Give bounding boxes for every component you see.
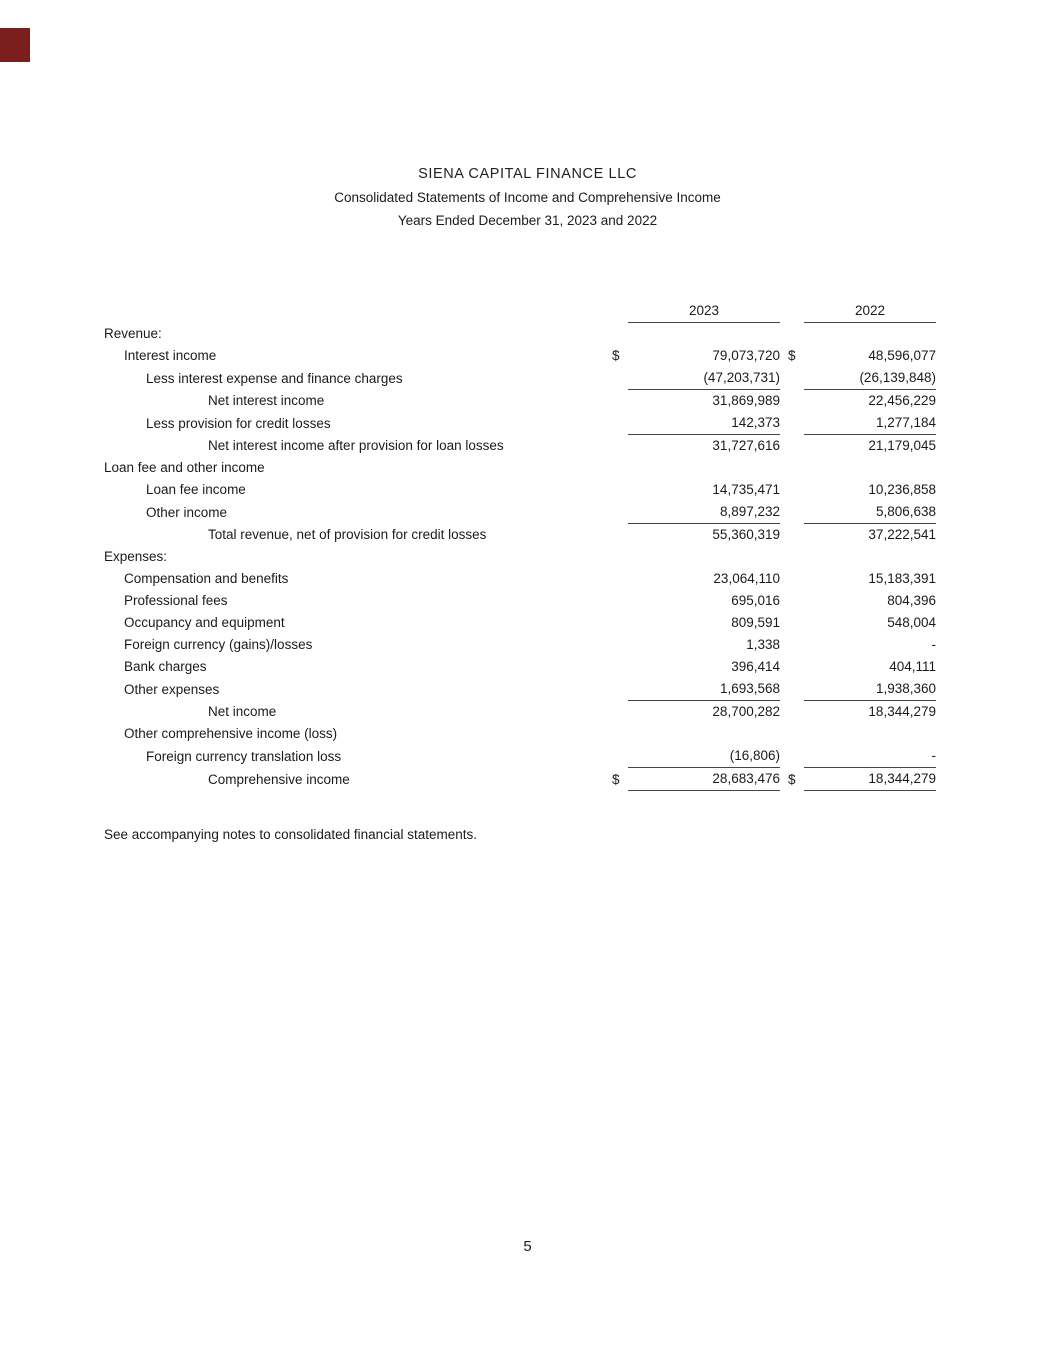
table-row <box>104 524 936 546</box>
value-2023: 8,897,232 <box>628 501 780 524</box>
value-2022: 15,183,391 <box>868 571 936 586</box>
row-label: Loan fee and other income <box>104 460 265 475</box>
table-row <box>104 634 936 656</box>
table-row <box>104 768 936 791</box>
value-2023: 809,591 <box>731 615 780 630</box>
document-subtitle-years: Years Ended December 31, 2023 and 2022 <box>397 213 658 228</box>
accompanying-notes-text: See accompanying notes to consolidated financial statements. <box>104 827 477 842</box>
table-row <box>104 723 936 745</box>
table-row <box>104 546 936 568</box>
table-body <box>104 323 936 791</box>
value-2022: (26,139,848) <box>804 367 936 390</box>
value-2023: 31,727,616 <box>712 438 780 453</box>
table-row <box>104 323 936 345</box>
value-2022: 804,396 <box>887 593 936 608</box>
value-2023: 79,073,720 <box>712 348 780 363</box>
value-2023: 14,735,471 <box>712 482 780 497</box>
value-2022: 21,179,045 <box>868 438 936 453</box>
value-2022: 18,344,279 <box>804 768 936 791</box>
document-header <box>0 0 1055 232</box>
table-row <box>104 367 936 390</box>
row-label: Foreign currency (gains)/losses <box>124 637 313 652</box>
column-header-2022: 2022 <box>804 300 936 323</box>
table-row <box>104 435 936 457</box>
income-statement-table <box>104 300 936 791</box>
value-2022: 18,344,279 <box>868 704 936 719</box>
row-label: Other income <box>146 505 228 520</box>
value-2023: 28,683,476 <box>628 768 780 791</box>
value-2022: 5,806,638 <box>804 501 936 524</box>
table-row <box>104 390 936 412</box>
table-row <box>104 479 936 501</box>
value-2023: 31,869,989 <box>712 393 780 408</box>
statement-content <box>0 300 1055 791</box>
row-label: Compensation and benefits <box>124 571 289 586</box>
corner-mark <box>0 28 30 62</box>
table-row <box>104 590 936 612</box>
document-subtitle-statement: Consolidated Statements of Income and Comprehensive Income <box>334 190 721 205</box>
value-2023: 28,700,282 <box>712 704 780 719</box>
currency-symbol-2022: $ <box>788 348 796 363</box>
row-label: Total revenue, net of provision for credit losses <box>208 527 487 542</box>
value-2023: 142,373 <box>628 412 780 435</box>
column-header-2023: 2023 <box>628 300 780 323</box>
row-label: Foreign currency translation loss <box>146 749 342 764</box>
value-2023: 695,016 <box>731 593 780 608</box>
row-label: Less interest expense and finance charges <box>146 371 403 386</box>
row-label: Revenue: <box>104 326 162 341</box>
value-2022: 548,004 <box>887 615 936 630</box>
value-2022: 1,938,360 <box>804 678 936 701</box>
value-2023: 396,414 <box>731 659 780 674</box>
value-2023: (16,806) <box>628 745 780 768</box>
value-2022: 10,236,858 <box>868 482 936 497</box>
value-2023: 55,360,319 <box>712 527 780 542</box>
row-label: Net interest income <box>208 393 325 408</box>
value-2022: - <box>931 637 936 652</box>
row-label: Professional fees <box>124 593 228 608</box>
table-row <box>104 501 936 524</box>
table-row <box>104 678 936 701</box>
table-row <box>104 701 936 723</box>
table-header-row <box>104 300 936 323</box>
value-2023: (47,203,731) <box>628 367 780 390</box>
value-2022: 48,596,077 <box>868 348 936 363</box>
row-label: Other comprehensive income (loss) <box>124 726 338 741</box>
table-row <box>104 568 936 590</box>
row-label: Interest income <box>124 348 217 363</box>
table-row <box>104 656 936 678</box>
value-2023: 1,693,568 <box>628 678 780 701</box>
table-row <box>104 612 936 634</box>
table-row <box>104 457 936 479</box>
value-2022: 404,111 <box>889 659 936 674</box>
row-label: Expenses: <box>104 549 168 564</box>
currency-symbol-2023: $ <box>612 772 620 787</box>
table-row <box>104 345 936 367</box>
value-2022: 22,456,229 <box>868 393 936 408</box>
value-2022: - <box>804 745 936 768</box>
table-row <box>104 745 936 768</box>
value-2023: 1,338 <box>746 637 780 652</box>
page-number: 5 <box>523 1238 532 1255</box>
row-label: Less provision for credit losses <box>146 416 331 431</box>
row-label: Loan fee income <box>146 482 246 497</box>
value-2023: 23,064,110 <box>713 571 780 586</box>
document-title: SIENA CAPITAL FINANCE LLC <box>418 166 637 182</box>
table-row <box>104 412 936 435</box>
value-2022: 1,277,184 <box>804 412 936 435</box>
value-2022: 37,222,541 <box>868 527 936 542</box>
row-label: Other expenses <box>124 682 220 697</box>
currency-symbol-2022: $ <box>788 772 796 787</box>
row-label: Net interest income after provision for loan losses <box>208 438 504 453</box>
row-label: Bank charges <box>124 659 207 674</box>
row-label: Comprehensive income <box>208 772 350 787</box>
currency-symbol-2023: $ <box>612 348 620 363</box>
row-label: Occupancy and equipment <box>124 615 285 630</box>
row-label: Net income <box>208 704 277 719</box>
